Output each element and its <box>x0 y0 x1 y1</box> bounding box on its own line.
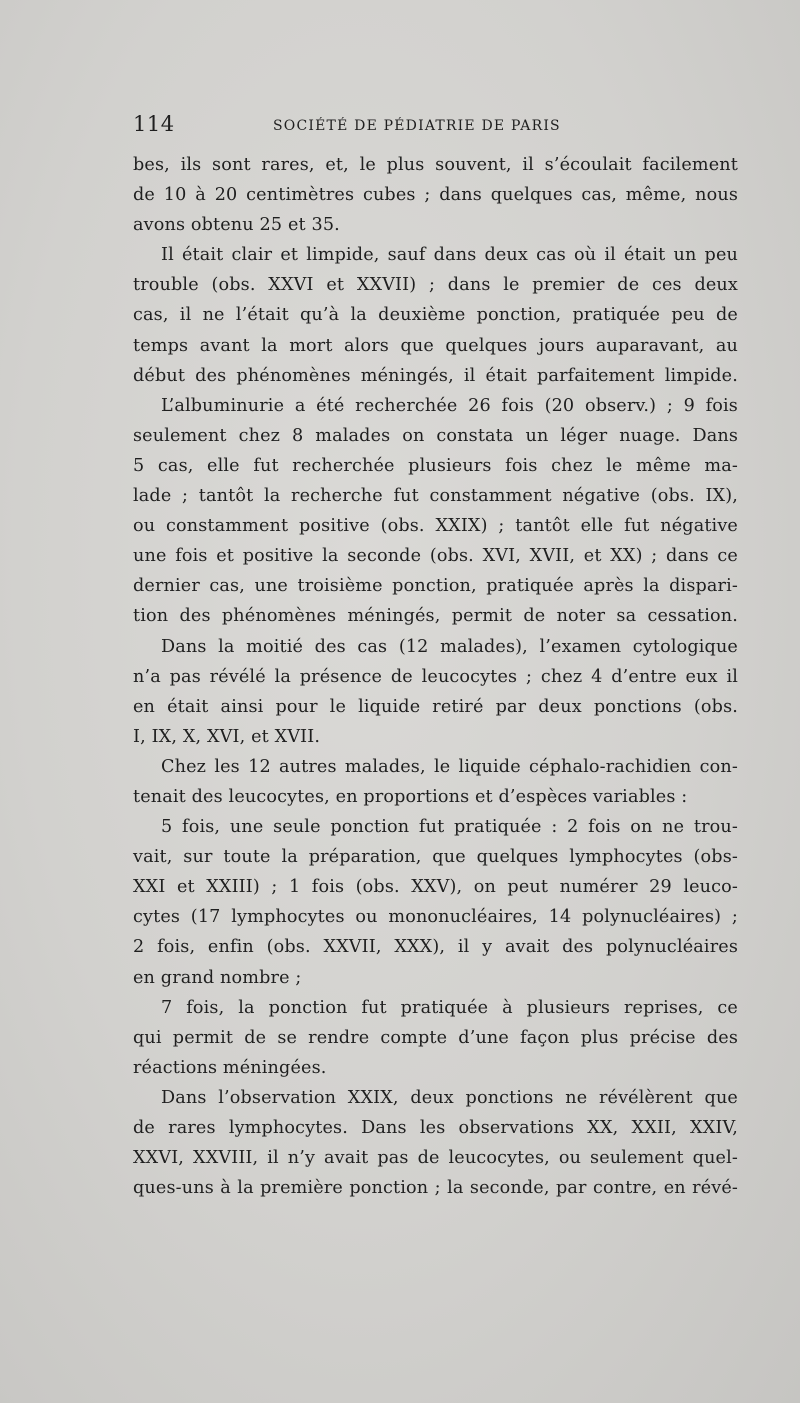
text-line: 5 fois, une seule ponction fut pratiquée : 2 fois on ne trou- <box>161 817 738 838</box>
page-header <box>133 112 573 140</box>
body-text <box>133 150 738 1203</box>
text-line: qui permit de se rendre compte d’une façon plus précise des <box>133 1027 738 1048</box>
text-line: ques-uns à la première ponction ; la seconde, par contre, en révé- <box>133 1178 738 1199</box>
text-line: tenait des leucocytes, en proportions et d’espèces variables : <box>133 786 688 807</box>
text-line: une fois et positive la seconde (obs. XVI, XVII, et XX) ; dans ce <box>133 546 738 567</box>
text-line: réactions méningées. <box>133 1057 327 1078</box>
text-line: de 10 à 20 centimètres cubes ; dans quelques cas, même, nous <box>133 185 738 206</box>
text-line: cas, il ne l’était qu’à la deuxième ponction, pratiquée peu de <box>133 305 738 326</box>
text-line: L’albuminurie a été recherchée 26 fois (20 observ.) ; 9 fois <box>161 395 738 416</box>
text-line: bes, ils sont rares, et, le plus souvent, il s’écoulait facilement <box>133 155 738 175</box>
text-line: trouble (obs. XXVI et XXVII) ; dans le premier de ces deux <box>133 275 738 296</box>
page-number: 114 <box>133 112 175 136</box>
text-line: Dans l’observation XXIX, deux ponctions ne révélèrent que <box>161 1087 738 1108</box>
text-line: dernier cas, une troisième ponction, pratiquée après la dispari- <box>133 576 738 597</box>
text-line: XXI et XXIII) ; 1 fois (obs. XXV), on peut numérer 29 leuco- <box>133 877 738 898</box>
text-line: XXVI, XXVIII, il n’y avait pas de leucocytes, ou seulement quel- <box>133 1148 738 1169</box>
text-line: cytes (17 lymphocytes ou mononucléaires, 14 polynucléaires) ; <box>133 907 738 928</box>
text-line: Chez les 12 autres malades, le liquide céphalo-rachidien con- <box>161 756 738 777</box>
text-line: seulement chez 8 malades on constata un léger nuage. Dans <box>133 425 738 446</box>
text-line: temps avant la mort alors que quelques jours auparavant, au <box>133 335 738 356</box>
text-line: tion des phénomènes méningés, permit de noter sa cessation. <box>133 606 738 627</box>
text-line: Dans la moitié des cas (12 malades), l’examen cytologique <box>161 636 738 657</box>
text-line: de rares lymphocytes. Dans les observations XX, XXII, XXIV, <box>133 1118 738 1138</box>
text-line: en était ainsi pour le liquide retiré par deux ponctions (obs. <box>133 696 738 717</box>
text-line: n’a pas révélé la présence de leucocytes ; chez 4 d’entre eux il <box>133 666 738 687</box>
text-line: 2 fois, enfin (obs. XXVII, XXX), il y avait des polynucléaires <box>133 937 738 958</box>
text-line: en grand nombre ; <box>133 967 302 988</box>
running-title: SOCIÉTÉ DE PÉDIATRIE DE PARIS <box>273 118 561 134</box>
text-line: lade ; tantôt la recherche fut constamment négative (obs. IX), <box>133 486 738 507</box>
text-line: ou constamment positive (obs. XXIX) ; tantôt elle fut négative <box>133 516 738 537</box>
text-line: avons obtenu 25 et 35. <box>133 215 340 236</box>
text-line: Il était clair et limpide, sauf dans deux cas où il était un peu <box>161 245 738 266</box>
text-line: début des phénomènes méningés, il était parfaitement limpide. <box>133 365 738 386</box>
text-line: 7 fois, la ponction fut pratiquée à plusieurs reprises, ce <box>161 997 738 1018</box>
text-line: vait, sur toute la préparation, que quelques lymphocytes (obs- <box>133 847 738 868</box>
text-line: 5 cas, elle fut recherchée plusieurs fois chez le même ma- <box>133 455 738 476</box>
text-line: I, IX, X, XVI, et XVII. <box>133 726 321 747</box>
